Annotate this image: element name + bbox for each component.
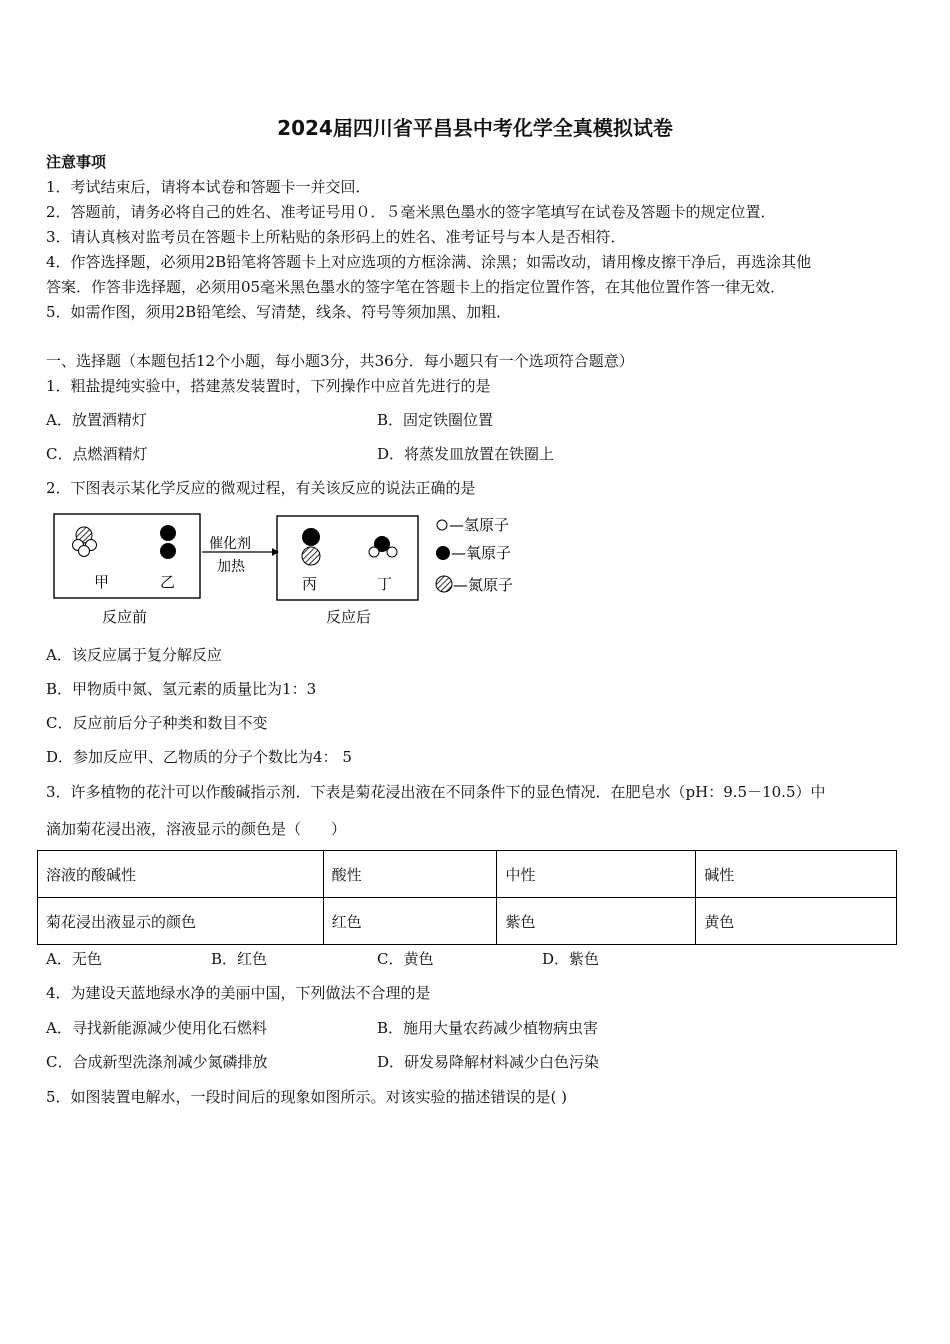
table-cell: 溶液的酸碱性	[38, 851, 324, 898]
q4-option-c: C．合成新型洗涤剂减少氮磷排放	[46, 1053, 268, 1071]
question-3-stem: 3．许多植物的花汁可以作酸碱指示剂．下表是菊花浸出液在不同条件下的显色情况．在肥皂水（pH：9.5－10.5）中	[46, 783, 826, 801]
q4-option-b: B．施用大量农药减少植物病虫害	[377, 1019, 599, 1037]
table-cell: 酸性	[323, 851, 497, 898]
label-after: 反应后	[326, 608, 372, 626]
notice-item: 5．如需作图，须用2B铅笔绘、写清楚，线条、符号等须加黑、加粗．	[46, 303, 512, 321]
label-ding: 丁	[377, 575, 393, 593]
label-catalyst: 催化剂	[209, 536, 251, 552]
q4-option-d: D．研发易降解材料减少白色污染	[377, 1053, 600, 1071]
question-4-stem: 4．为建设天蓝地绿水净的美丽中国，下列做法不合理的是	[46, 984, 431, 1002]
q4-option-a: A．寻找新能源减少使用化石燃料	[46, 1019, 267, 1037]
table-cell: 中性	[497, 851, 696, 898]
q3-option-d: D．紫色	[542, 950, 600, 968]
q1-option-c: C．点燃酒精灯	[46, 445, 148, 463]
question-5-stem: 5．如图装置电解水，一段时间后的现象如图所示。对该实验的描述错误的是( )	[46, 1088, 568, 1106]
q1-option-b: B．固定铁圈位置	[377, 411, 494, 429]
legend-o-icon	[436, 546, 450, 560]
q3-option-a: A．无色	[46, 950, 102, 968]
legend-n-icon	[436, 576, 452, 592]
notice-item: 1．考试结束后，请将本试卷和答题卡一并交回．	[46, 178, 371, 196]
notice-heading: 注意事项	[46, 153, 107, 171]
table-cell: 黄色	[696, 898, 897, 945]
table-cell: 红色	[323, 898, 497, 945]
reaction-diagram	[40, 505, 540, 630]
notice-item: 3．请认真核对监考员在答题卡上所粘贴的条形码上的姓名、准考证号与本人是否相符．	[46, 228, 626, 246]
label-jia: 甲	[94, 573, 110, 591]
label-bing: 丙	[302, 575, 318, 593]
table-row	[38, 898, 897, 945]
q3-option-c: C．黄色	[377, 950, 434, 968]
legend-h-icon	[437, 520, 447, 530]
notice-item: 4．作答选择题，必须用2B铅笔将答题卡上对应选项的方框涂满、涂黑；如需改动，请用橡皮擦干净后，再选涂其他	[46, 253, 812, 271]
q3-option-b: B．红色	[211, 950, 268, 968]
before-box	[54, 514, 200, 598]
legend-n: —氮原子	[453, 576, 514, 594]
q1-option-d: D．将蒸发皿放置在铁圈上	[377, 445, 555, 463]
table-cell: 碱性	[696, 851, 897, 898]
legend-h: —氢原子	[449, 516, 510, 534]
label-before: 反应前	[102, 608, 148, 626]
table-row	[38, 851, 897, 898]
yi-molecule	[160, 525, 176, 559]
bing-molecule	[302, 528, 320, 565]
notice-item: 答案．作答非选择题，必须用05毫米黑色墨水的签字笔在答题卡上的指定位置作答，在其他位置作答一律无效．	[46, 278, 786, 296]
q2-option-c: C．反应前后分子种类和数目不变	[46, 714, 268, 732]
after-box	[277, 516, 418, 600]
q2-option-a: A．该反应属于复分解反应	[46, 646, 222, 664]
jia-molecule	[73, 527, 97, 557]
table-cell: 菊花浸出液显示的颜色	[38, 898, 324, 945]
section-heading: 一、选择题（本题包括12个小题，每小题3分，共36分．每小题只有一个选项符合题意）	[46, 352, 634, 370]
table-cell: 紫色	[497, 898, 696, 945]
page-title: 2024届四川省平昌县中考化学全真模拟试卷	[277, 116, 673, 140]
question-3-stem-cont: 滴加菊花浸出液，溶液显示的颜色是（ ）	[46, 820, 347, 838]
q2-option-b: B．甲物质中氮、氢元素的质量比为1：3	[46, 680, 317, 698]
question-2-stem: 2．下图表示某化学反应的微观过程，有关该反应的说法正确的是	[46, 479, 476, 497]
q2-option-d: D．参加反应甲、乙物质的分子个数比为4： 5	[46, 748, 352, 766]
indicator-table	[37, 850, 897, 945]
notice-item: 2．答题前，请务必将自己的姓名、准考证号用０．５毫米黑色墨水的签字笔填写在试卷及答题卡的规定位置．	[46, 203, 776, 221]
label-heat: 加热	[217, 559, 245, 575]
legend-o: —氧原子	[451, 544, 512, 562]
q1-option-a: A．放置酒精灯	[46, 411, 147, 429]
question-1-stem: 1．粗盐提纯实验中，搭建蒸发装置时，下列操作中应首先进行的是	[46, 377, 491, 395]
ding-molecule	[369, 536, 397, 557]
label-yi: 乙	[160, 573, 176, 591]
